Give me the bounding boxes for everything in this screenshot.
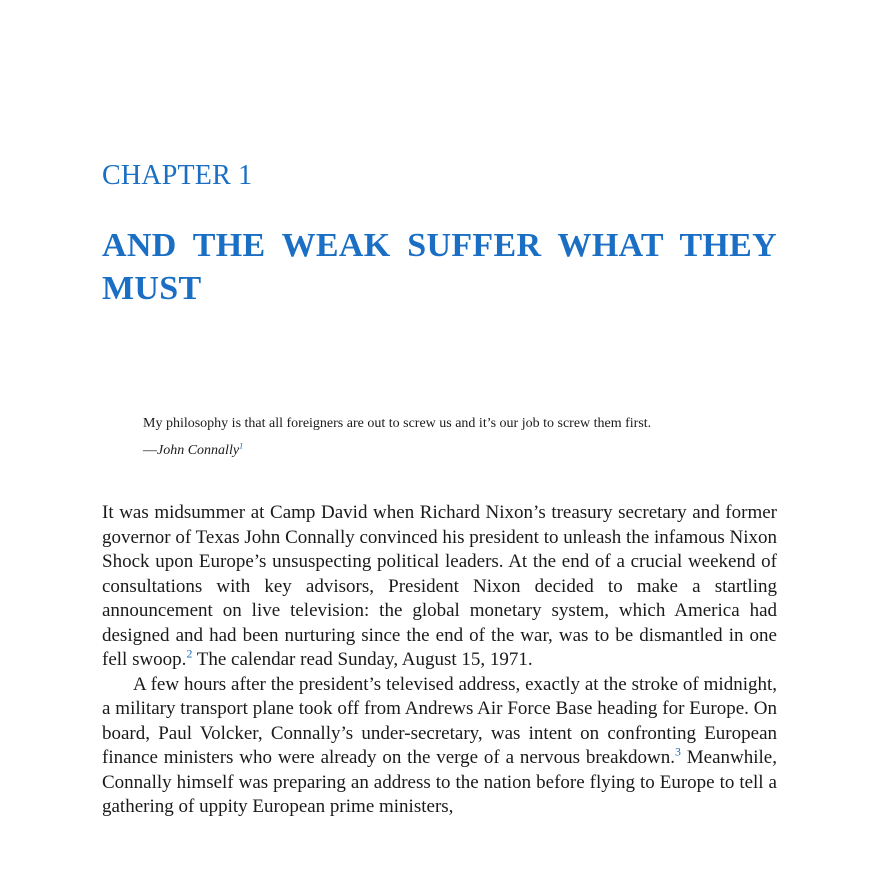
paragraph-2-tail: Meanwhile, Connally himself was preparing an address to the nation before flying to Europe to tell a gathering of uppity European prime ministers, <box>102 747 777 817</box>
paragraph-1-text: It was midsummer at Camp David when Richard Nixon’s treasury secretary and former governor of Texas John Connally convinced his president to unleash the infamous Nixon Shock upon Europe’s unsuspecting political leaders. At the end of a crucial weekend of consultations with key advisors, President Nixon decided to make a startling announcement on live television: the global monetary system, which America had designed and had been nurturing since the end of the war, was to be dismantled in one fell swoop. <box>102 502 777 670</box>
footnote-marker-3[interactable]: 3 <box>675 745 681 759</box>
paragraph-2 <box>102 673 777 820</box>
attribution-name: John Connally <box>157 443 240 458</box>
footnote-marker-2[interactable]: 2 <box>186 647 193 661</box>
epigraph <box>143 415 743 460</box>
epigraph-attribution <box>143 442 743 460</box>
paragraph-1 <box>102 501 777 673</box>
paragraph-2-text: A few hours after the president’s televised address, exactly at the stroke of midnight, a military transport plane took off from Andrews Air Force Base heading for Europe. On board, Paul Volcker, Connally’s under-secretary, was intent on confronting European finance ministers who were already on the verge of a nervous breakdown. <box>102 673 777 768</box>
body-text <box>102 501 777 820</box>
attribution-dash: — <box>143 443 157 458</box>
footnote-marker-1[interactable]: 1 <box>239 440 244 451</box>
paragraph-1-tail: The calendar read Sunday, August 15, 1971. <box>192 649 533 670</box>
chapter-title: AND THE WEAK SUFFER WHAT THEY MUST <box>102 227 777 307</box>
chapter-label: CHAPTER 1 <box>102 160 253 191</box>
epigraph-quote: My philosophy is that all foreigners are out to screw us and it’s our job to screw them first. <box>143 416 652 431</box>
